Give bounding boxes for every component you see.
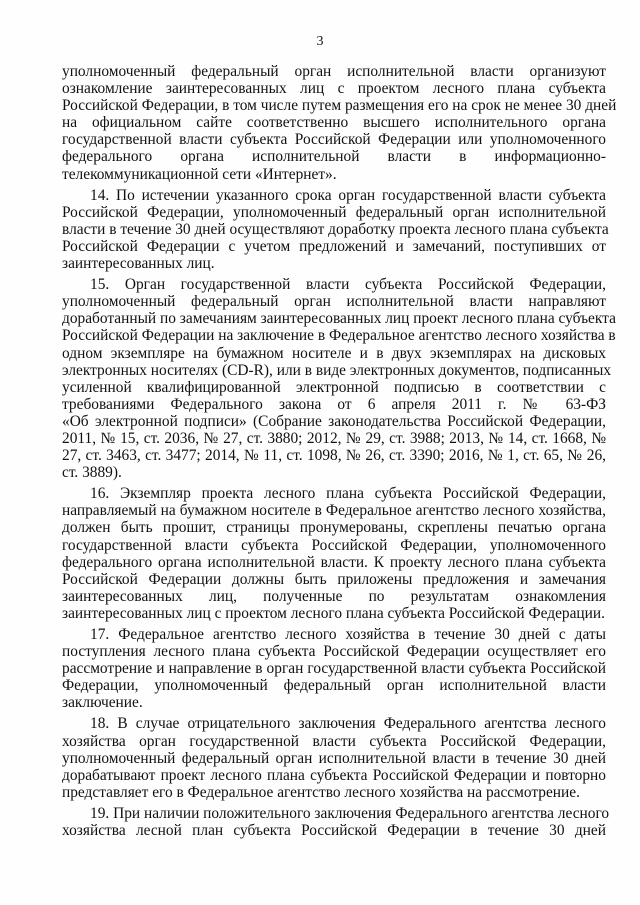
text-line: требованиями Федерального закона от 6 апреля 2011 г. № 63-ФЗ: [62, 395, 606, 413]
text-line: направляемый на бумажном носителе в Федеральное агентство лесного хозяйства,: [62, 502, 606, 520]
paragraph-first-line: 16. Экземпляр проекта лесного плана субъекта Российской Федерации,: [90, 485, 606, 503]
text-line: ст. 3889).: [62, 464, 122, 482]
text-line: одном экземпляре на бумажном носителе и в двух экземплярах на дисковых: [62, 344, 606, 362]
text-line: «Об электронной подписи» (Собрание законодательства Российской Федерации,: [62, 412, 606, 430]
text-line: на официальном сайте соответственно высшего исполнительного органа: [62, 114, 606, 132]
text-line: поступления лесного плана субъекта Российской Федерации осуществляет его: [62, 643, 606, 661]
page-number: 3: [316, 34, 324, 49]
text-line: усиленной квалифицированной электронной подписью в соответствии с: [62, 378, 606, 396]
text-line: Российской Федерации должны быть приложены предложения и замечания: [62, 570, 606, 588]
text-line: электронных носителях (CD-R), или в виде электронных документов, подписанных: [62, 361, 612, 379]
text-line: телекоммуникационной сети «Интернет».: [62, 165, 337, 183]
paragraph-first-line: 18. В случае отрицательного заключения Федерального агентства лесного: [90, 715, 606, 733]
text-line: власти в течение 30 дней осуществляют доработку проекта лесного плана субъекта: [62, 220, 609, 238]
text-line: Российской Федерации на заключение в Федеральное агентство лесного хозяйства в: [62, 327, 616, 345]
text-line: заключение.: [62, 694, 143, 712]
text-line: государственной власти субъекта Российской Федерации или уполномоченного: [62, 131, 606, 149]
text-line: Российской Федерации с учетом предложений и замечаний, поступивших от: [62, 237, 606, 255]
text-line: заинтересованных лиц с проектом лесного плана субъекта Российской Федерации.: [62, 604, 605, 622]
text-line: хозяйства орган государственной власти субъекта Российской Федерации,: [62, 732, 606, 750]
text-line: государственной власти субъекта Российской Федерации, уполномоченного: [62, 536, 606, 554]
text-line: уполномоченный федеральный орган исполнительной власти в течение 30 дней: [62, 749, 606, 767]
text-line: доработанный по замечаниям заинтересованных лиц проект лесного плана субъекта: [62, 310, 616, 328]
text-line: уполномоченный федеральный орган исполнительной власти направляют: [62, 293, 606, 311]
text-line: 2011, № 15, ст. 2036, № 27, ст. 3880; 2012, № 29, ст. 3988; 2013, № 14, ст. 1668, №: [62, 429, 606, 447]
text-line: заинтересованных лиц, полученные по результатам ознакомления: [62, 587, 606, 605]
text-line: дорабатывают проект лесного плана субъекта Российской Федерации и повторно: [62, 766, 606, 784]
text-line: уполномоченный федеральный орган исполнительной власти организуют: [62, 63, 606, 80]
text-line: рассмотрение и направление в орган государственной власти субъекта Российской: [62, 660, 606, 678]
text-line: Российской Федерации, в том числе путем размещения его на срок не менее 30 дней: [62, 97, 617, 115]
text-line: представляет его в Федеральное агентство лесного хозяйства на рассмотрение.: [62, 783, 580, 801]
paragraph-first-line: 17. Федеральное агентство лесного хозяйства в течение 30 дней с даты: [90, 626, 606, 643]
text-line: заинтересованных лиц.: [62, 255, 215, 273]
text-line: хозяйства лесной план субъекта Российской Федерации в течение 30 дней: [62, 822, 606, 840]
text-line: ознакомление заинтересованных лиц с проектом лесного плана субъекта: [62, 80, 606, 98]
paragraph-first-line: 15. Орган государственной власти субъекта Российской Федерации,: [90, 276, 606, 294]
document-body: [62, 63, 617, 840]
text-line: должен быть прошит, страницы пронумерованы, скреплены печатью органа: [62, 519, 606, 537]
text-line: федерального органа исполнительной власти в информационно-: [62, 148, 606, 166]
text-line: 27, ст. 3463, ст. 3477; 2014, № 11, ст. 1098, № 26, ст. 3390; 2016, № 1, ст. 65, № 26,: [62, 447, 606, 465]
text-line: Российской Федерации, уполномоченный федеральный орган исполнительной: [62, 203, 606, 221]
text-line: федерального органа исполнительной власти. К проекту лесного плана субъекта: [62, 553, 606, 571]
paragraph-first-line: 19. При наличии положительного заключения Федерального агентства лесного: [90, 804, 610, 822]
paragraph-first-line: 14. По истечении указанного срока орган государственной власти субъекта: [90, 186, 606, 204]
text-line: Федерации, уполномоченный федеральный орган исполнительной власти: [62, 677, 606, 695]
